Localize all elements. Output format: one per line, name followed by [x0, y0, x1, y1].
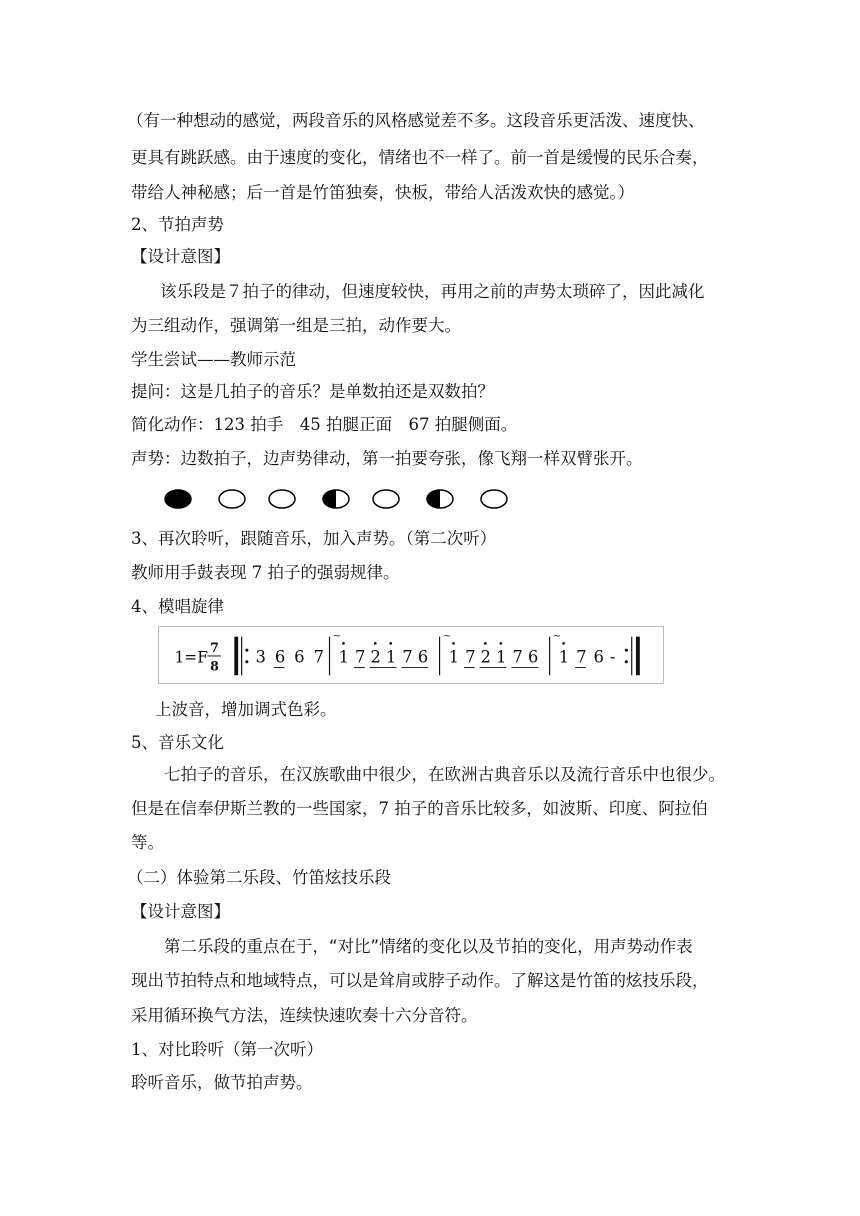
score-note: 7	[402, 647, 413, 667]
score-note: 1	[385, 647, 397, 667]
paragraph-line: 采用循环换气方法，连续快速吹奏十六分音符。	[131, 1006, 478, 1025]
beat-circle-weak	[269, 490, 295, 508]
beat-circle-weak	[219, 490, 245, 508]
paragraph-line: 教师用手鼓表现 7 拍子的强弱规律。	[131, 563, 400, 582]
svg-text:~: ~	[332, 630, 341, 642]
beat-circle-medium	[427, 490, 453, 508]
melody-score	[158, 626, 664, 684]
paragraph-line: 聆听音乐，做节拍声势。	[131, 1073, 313, 1092]
score-note: 1	[495, 647, 507, 667]
section-heading: （二）体验第二乐段、竹笛炫技乐段	[127, 868, 391, 887]
score-note: 3	[255, 647, 267, 667]
design-intent-label: 【设计意图】	[131, 247, 230, 266]
paragraph-line: 带给人神秘感；后一首是竹笛独奏，快板，带给人活泼欢快的感觉。）	[131, 183, 635, 202]
score-note: 6	[274, 647, 286, 667]
beat-circle-strong	[165, 490, 191, 508]
score-note: 7	[512, 647, 523, 667]
score-note: 6	[417, 647, 429, 667]
score-time-num: 7	[210, 640, 219, 656]
score-note: 6	[294, 647, 305, 667]
paragraph-line: 为三组动作，强调第一组是三拍，动作要大。	[131, 316, 461, 335]
heading: 2、节拍声势	[131, 215, 224, 234]
heading: 4、模唱旋律	[131, 597, 224, 616]
svg-text:~: ~	[552, 630, 562, 642]
score-note: 1	[448, 647, 460, 667]
heading: 5、音乐文化	[131, 733, 224, 752]
paragraph-line: 该乐段是７拍子的律动，但速度较快，再用之前的声势太琐碎了，因此减化	[160, 282, 705, 301]
paragraph-line: 等。	[131, 833, 164, 852]
beat-circle-weak	[373, 490, 399, 508]
score-note: 7	[576, 647, 587, 667]
score-key: 1=F	[174, 648, 208, 667]
paragraph-line: 上波音，增加调式色彩。	[155, 700, 337, 719]
paragraph-line: 更具有跳跃感。由于速度的变化，情绪也不一样了。前一首是缓慢的民乐合奏，	[131, 148, 709, 167]
svg-text:~: ~	[442, 630, 451, 642]
beat-circle-weak	[481, 490, 507, 508]
heading: 1、对比聆听（第一次听）	[131, 1040, 323, 1059]
paragraph-line: 七拍子的音乐，在汉族歌曲中很少，在欧洲古典音乐以及流行音乐中也很少。	[164, 765, 725, 784]
paragraph-line: 提问：这是几拍子的音乐？是单数拍还是双数拍？	[131, 382, 494, 401]
score-note: 1	[338, 647, 350, 667]
beat-circles	[160, 486, 520, 512]
score-note: 7	[355, 647, 366, 667]
paragraph-line: （有一种想动的感觉，两段音乐的风格感觉差不多。这段音乐更活泼、速度快、	[127, 111, 705, 130]
design-intent-label: 【设计意图】	[131, 902, 230, 921]
score-note: 6	[527, 647, 539, 667]
score-note: 6	[593, 647, 604, 667]
score-note: 1	[558, 647, 570, 667]
paragraph-line: 简化动作：123 拍手 45 拍腿正面 67 拍腿侧面。	[131, 415, 518, 434]
heading: 3、再次聆听，跟随音乐，加入声势。（第二次听）	[131, 529, 497, 548]
score-time-den: 8	[210, 658, 219, 674]
paragraph-line: 但是在信奉伊斯兰教的一些国家，7 拍子的音乐比较多，如波斯、印度、阿拉伯	[131, 799, 708, 818]
score-note: 7	[313, 647, 324, 667]
paragraph-line: 学生尝试——教师示范	[131, 350, 296, 369]
paragraph-line: 声势：边数拍子，边声势律动，第一拍要夸张，像飞翔一样双臂张开。	[131, 449, 643, 468]
score-note: -	[609, 647, 616, 667]
beat-circle-medium	[323, 490, 349, 508]
score-note: 2	[370, 647, 381, 667]
paragraph-line: 第二乐段的重点在于，“对比”情绪的变化以及节拍的变化，用声势动作表	[164, 937, 693, 956]
paragraph-line: 现出节拍特点和地域特点，可以是耸肩或脖子动作。了解这是竹笛的炫技乐段，	[131, 971, 709, 990]
score-note: 7	[465, 647, 476, 667]
score-note: 2	[480, 647, 491, 667]
